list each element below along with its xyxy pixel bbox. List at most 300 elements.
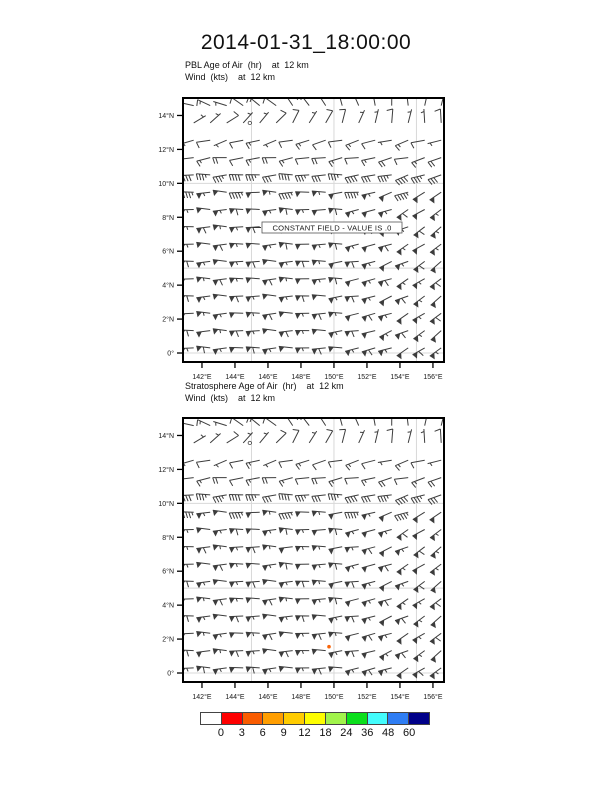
wind-barb	[375, 429, 379, 443]
wind-barb	[229, 633, 243, 634]
plot-svg-0	[151, 92, 451, 384]
wind-barb	[413, 599, 425, 606]
wind-barb	[295, 365, 309, 368]
wind-barb	[230, 478, 244, 486]
lat-tick-label: 0°	[167, 670, 174, 678]
wind-barb	[328, 512, 342, 515]
wind-barb	[262, 363, 276, 367]
wind-barb	[312, 364, 326, 368]
lat-tick-label: 8°N	[162, 534, 174, 542]
barb-pennant	[246, 331, 251, 337]
wind-barb	[328, 460, 342, 468]
wind-barb	[411, 175, 425, 184]
wind-barb	[430, 512, 442, 520]
barb-pennant	[229, 598, 235, 604]
wind-barb	[246, 192, 260, 193]
wind-barb	[227, 432, 239, 443]
wind-barb	[394, 158, 408, 165]
wind-barb	[346, 460, 359, 470]
wind-barb	[413, 313, 425, 320]
wind-barb	[180, 330, 194, 336]
wind-barb	[397, 668, 409, 676]
colorbar-cell	[325, 712, 347, 725]
lon-tick-label: 156°E	[423, 374, 443, 381]
wind-barb	[431, 581, 442, 590]
wind-barb	[379, 296, 391, 303]
wind-barb	[246, 158, 260, 166]
wind-barb	[279, 174, 293, 181]
barb-pennant	[246, 529, 252, 535]
wind-barb	[210, 434, 220, 443]
wind-barb	[329, 158, 342, 167]
wind-barb	[362, 651, 376, 654]
wind-barb	[180, 279, 194, 280]
wind-barb	[412, 530, 424, 537]
lat-tick-label: 6°N	[162, 568, 174, 576]
wind-barb	[180, 478, 194, 485]
wind-barb	[411, 140, 425, 148]
wind-barb	[262, 478, 276, 484]
wind-barb	[214, 140, 227, 147]
barb-pennant	[229, 243, 235, 249]
wind-barb	[362, 478, 376, 486]
wind-barb	[246, 460, 260, 469]
wind-barb	[328, 140, 342, 148]
wind-barb	[313, 460, 326, 470]
wind-barb	[413, 192, 425, 199]
wind-barb	[246, 478, 260, 486]
barb-pennant	[229, 667, 235, 673]
lat-tick-label: 14°N	[158, 432, 174, 440]
barb-pennant	[246, 193, 252, 199]
barb-pennant	[229, 227, 235, 233]
wind-barb	[180, 616, 194, 622]
wind-barb	[339, 429, 345, 443]
colorbar-cell	[408, 712, 430, 725]
wind-barb	[404, 75, 410, 89]
barb-pennant	[295, 365, 301, 371]
wind-barb	[413, 685, 424, 693]
wind-barb	[180, 530, 194, 533]
barb-pennant	[295, 530, 301, 536]
colorbar-label: 0	[217, 727, 224, 739]
wind-barb	[412, 478, 425, 488]
wind-barb	[354, 74, 360, 88]
colorbar-label: 60	[402, 727, 416, 739]
barb-pennant	[262, 683, 268, 689]
wind-barb	[378, 140, 392, 145]
wind-barb	[395, 685, 408, 690]
wind-barb	[312, 684, 326, 688]
wind-barb	[260, 432, 269, 443]
wind-barb	[180, 313, 194, 314]
wind-barb	[246, 175, 260, 181]
wind-barb	[412, 564, 424, 571]
wind-barb	[362, 158, 376, 166]
wind-barb	[279, 460, 293, 468]
wind-barb	[295, 495, 309, 502]
wind-barb	[395, 192, 409, 201]
barb-pennant	[345, 262, 351, 268]
barb-pennant	[295, 192, 301, 198]
barb-pennant	[180, 685, 186, 691]
wind-barb	[435, 109, 442, 123]
wind-barb	[214, 460, 227, 467]
wind-barb	[379, 192, 392, 198]
barb-pennant	[229, 686, 235, 692]
lon-tick-label: 144°E	[225, 374, 245, 381]
barb-pennant	[295, 313, 301, 319]
wind-barb	[421, 74, 425, 88]
lon-tick-label: 146°E	[258, 694, 278, 701]
lat-tick-label: 2°N	[162, 636, 174, 644]
colorbar-cell	[387, 712, 409, 725]
wind-barb	[229, 685, 243, 691]
barb-pennant	[345, 297, 351, 303]
axis-ticks	[158, 112, 442, 381]
wind-barb	[430, 668, 441, 676]
barb-pennant	[345, 366, 351, 372]
wind-barb	[413, 331, 424, 339]
barb-pennant	[246, 347, 251, 353]
barb-pennant	[246, 651, 251, 657]
wind-barb	[295, 175, 309, 182]
wind-barb	[430, 279, 441, 287]
barb-pennant	[345, 617, 351, 623]
wind-barb	[397, 244, 409, 252]
wind-barb	[297, 95, 309, 106]
wind-barb	[213, 495, 227, 503]
wind-barb	[262, 495, 276, 503]
wind-barb	[361, 495, 375, 503]
colorbar-cell	[304, 712, 326, 725]
wind-barb	[421, 109, 425, 123]
wind-barb	[328, 494, 342, 501]
lat-tick-label: 12°N	[158, 146, 174, 154]
barb-pennant	[229, 209, 235, 215]
wind-barb	[284, 94, 292, 106]
barb-pennant	[413, 370, 418, 377]
wind-barb	[345, 599, 359, 603]
wind-barb	[435, 429, 442, 443]
axis-ticks	[158, 432, 442, 701]
wind-barb	[312, 478, 326, 485]
wind-barb	[397, 348, 409, 356]
wind-barb	[345, 192, 359, 198]
wind-barb	[329, 261, 343, 264]
barb-pennant	[229, 563, 235, 569]
colorbar-label: 36	[361, 727, 374, 739]
barb-pennant	[229, 529, 235, 535]
wind-barb	[339, 109, 345, 123]
wind-barb	[395, 547, 408, 552]
colorbar-label: 9	[280, 727, 287, 739]
wind-barb	[329, 547, 343, 550]
panel1-field-label: PBL Age of Air (hr) at 12 km	[185, 60, 309, 70]
wind-barb	[328, 174, 342, 181]
wind-barb	[229, 365, 243, 371]
wind-barb	[397, 564, 409, 572]
wind-barb	[180, 685, 194, 689]
colorbar-cell	[262, 712, 284, 725]
constant-field-annotation	[253, 222, 402, 233]
wind-barb	[262, 158, 276, 164]
barb-pennant	[246, 312, 251, 318]
wind-barb	[229, 313, 243, 314]
barb-pennant	[262, 363, 268, 369]
wind-barb	[379, 261, 391, 267]
wind-barb	[345, 158, 359, 165]
wind-barb	[395, 512, 409, 521]
lat-tick-label: 4°N	[162, 282, 174, 290]
wind-barb	[379, 365, 391, 373]
barb-pennant	[295, 512, 301, 518]
wind-barb	[279, 512, 293, 519]
lat-tick-label: 0°	[167, 350, 174, 358]
lon-tick-label: 142°E	[192, 694, 212, 701]
wind-barb	[180, 261, 194, 267]
lat-tick-label: 2°N	[162, 316, 174, 324]
barb-pennant	[246, 297, 252, 303]
wind-barb	[362, 564, 376, 568]
wind-barb	[413, 651, 424, 659]
wind-barb	[421, 429, 425, 443]
wind-barb	[395, 261, 408, 266]
wind-barb	[279, 494, 293, 501]
wind-barb	[348, 413, 358, 426]
barb-pennant	[295, 685, 301, 691]
wind-barb	[359, 110, 365, 123]
barb-pennant	[246, 632, 251, 638]
wind-barb	[229, 495, 243, 501]
wind-barb	[428, 158, 441, 168]
wind-barb	[262, 175, 276, 183]
wind-barb	[276, 430, 286, 443]
wind-barb	[295, 192, 309, 193]
wind-barb	[180, 564, 194, 567]
panel1-subtitle	[185, 60, 309, 83]
wind-barb	[378, 495, 392, 502]
wind-barb	[378, 175, 392, 182]
wind-barb	[397, 210, 409, 218]
colorbar	[200, 712, 430, 725]
wind-barb	[246, 140, 260, 149]
barb-pennant	[295, 599, 301, 605]
barb-pennant	[229, 633, 235, 639]
wind-barb	[246, 512, 260, 513]
wind-barb	[296, 460, 309, 469]
lat-tick-label: 10°N	[158, 500, 174, 508]
wind-barb	[395, 140, 408, 150]
barb-pennant	[345, 582, 351, 588]
wind-barb	[435, 394, 441, 408]
barb-pennant	[295, 651, 301, 657]
barb-pennant	[295, 296, 301, 302]
wind-barb	[279, 192, 293, 199]
wind-barb	[362, 244, 376, 248]
wind-barb	[428, 478, 441, 488]
wind-barb	[348, 93, 358, 106]
lon-tick-label: 152°E	[357, 694, 377, 701]
wind-barb	[314, 414, 326, 426]
wind-barb	[229, 512, 243, 519]
barb-pennant	[279, 366, 285, 372]
wind-barb	[262, 683, 276, 687]
colorbar-labels	[200, 727, 430, 741]
wind-barb	[293, 430, 299, 443]
barb-pennant	[345, 331, 351, 337]
wind-barb	[412, 210, 424, 217]
wind-barb	[431, 331, 441, 340]
wind-barb	[180, 365, 194, 369]
barb-pennant	[329, 367, 334, 373]
wind-barb	[213, 158, 227, 164]
wind-barb	[229, 192, 243, 199]
wind-barb	[213, 102, 226, 106]
wind-barb	[435, 74, 441, 88]
wind-barb	[230, 460, 244, 468]
lon-tick-label: 142°E	[192, 374, 212, 381]
wind-barb	[404, 395, 410, 409]
wind-barb	[345, 512, 359, 518]
wind-barb	[345, 685, 359, 689]
barb-pennant	[246, 686, 251, 692]
lon-tick-label: 154°E	[390, 374, 410, 381]
colorbar-label: 24	[340, 727, 353, 739]
lon-tick-label: 156°E	[423, 694, 443, 701]
wind-barb	[375, 109, 379, 123]
wind-barb	[312, 210, 326, 211]
barb-pennant	[246, 582, 252, 588]
wind-barb	[279, 158, 293, 167]
barb-pennant	[295, 581, 301, 587]
barb-pennant	[246, 547, 252, 553]
wind-barb	[411, 495, 425, 504]
wind-barb	[213, 364, 227, 368]
wind-barb	[329, 685, 343, 692]
wind-barb	[196, 460, 210, 468]
wind-barb	[413, 279, 425, 286]
age-of-air-spot	[327, 645, 331, 649]
wind-barb	[361, 175, 375, 183]
colorbar-cell	[242, 712, 264, 725]
colorbar-cell	[346, 712, 368, 725]
lon-tick-label: 144°E	[225, 694, 245, 701]
wind-barb	[263, 140, 276, 147]
barb-pennant	[279, 686, 285, 692]
barb-pennant	[362, 687, 367, 693]
wind-barb	[335, 75, 343, 89]
barb-pennant	[345, 686, 351, 692]
barb-pennant	[229, 582, 235, 588]
wind-barb	[430, 530, 441, 538]
wind-barb	[230, 140, 244, 148]
colorbar-cell	[283, 712, 305, 725]
wind-barb	[379, 478, 392, 488]
wind-barb	[345, 313, 359, 316]
wind-barb	[346, 140, 359, 150]
wind-barb	[413, 633, 425, 640]
wind-barb	[180, 650, 194, 656]
wind-barb	[213, 684, 227, 688]
lat-tick-label: 14°N	[158, 112, 174, 120]
wind-barb	[196, 174, 210, 181]
colorbar-label: 48	[382, 727, 395, 739]
wind-barb	[229, 347, 243, 348]
wind-barb	[180, 599, 194, 600]
barb-pennant	[229, 331, 235, 337]
lon-tick-label: 152°E	[357, 374, 377, 381]
wind-barb	[430, 633, 441, 641]
wind-barb	[394, 478, 408, 485]
barb-pennant	[246, 667, 251, 673]
barb-pennant	[246, 262, 252, 268]
wind-barb	[276, 110, 286, 123]
barb-pennant	[295, 210, 301, 216]
wind-barb	[246, 495, 260, 501]
wind-barb	[345, 279, 359, 283]
wind-barb	[379, 512, 392, 518]
panel2-wind-label: Wind (kts) at 12 km	[185, 392, 276, 403]
barb-pennant	[246, 278, 252, 284]
lat-tick-label: 4°N	[162, 602, 174, 610]
wind-barb	[431, 261, 442, 270]
lon-tick-label: 150°E	[324, 374, 344, 381]
colorbar-cell	[221, 712, 243, 725]
lat-tick-label: 6°N	[162, 248, 174, 256]
wind-barb	[312, 530, 326, 531]
barb-pennant	[295, 564, 301, 570]
barb-pennant	[246, 563, 252, 569]
wind-barb	[197, 100, 210, 106]
wind-barb	[412, 244, 424, 251]
wind-barb	[295, 478, 309, 485]
barb-pennant	[229, 278, 235, 284]
wind-barb	[196, 140, 210, 148]
wind-barb	[197, 420, 210, 426]
panel2-subtitle	[185, 381, 344, 404]
barb-pennant	[229, 616, 235, 622]
wind-barb	[430, 210, 441, 218]
wind-barb	[196, 365, 210, 367]
wind-barb	[411, 460, 425, 468]
wind-barb	[379, 685, 391, 693]
wind-barb	[379, 581, 391, 587]
wind-barb	[180, 244, 194, 247]
lat-tick-label: 12°N	[158, 466, 174, 474]
barb-pennant	[379, 689, 384, 696]
wind-barb	[230, 158, 244, 166]
barb-pennant	[295, 261, 301, 267]
wind-barb	[414, 616, 425, 624]
wind-barb	[379, 331, 391, 338]
wind-barb	[180, 668, 194, 672]
wind-barb	[313, 140, 326, 150]
wind-barb	[180, 512, 194, 518]
wind-barb	[297, 415, 309, 426]
panel1-wind-label: Wind (kts) at 12 km	[185, 71, 276, 82]
wind-barb	[345, 633, 359, 636]
colorbar-label: 6	[259, 727, 266, 739]
wind-barb	[295, 512, 309, 513]
wind-barb	[293, 110, 299, 123]
wind-barb	[395, 460, 408, 470]
barb-pennant	[312, 684, 318, 690]
wind-barb	[194, 435, 206, 443]
barb-pennant	[246, 617, 252, 623]
panel2-field-label: Stratosphere Age of Air (hr) at 12 km	[185, 381, 344, 391]
barb-pennant	[295, 633, 301, 639]
